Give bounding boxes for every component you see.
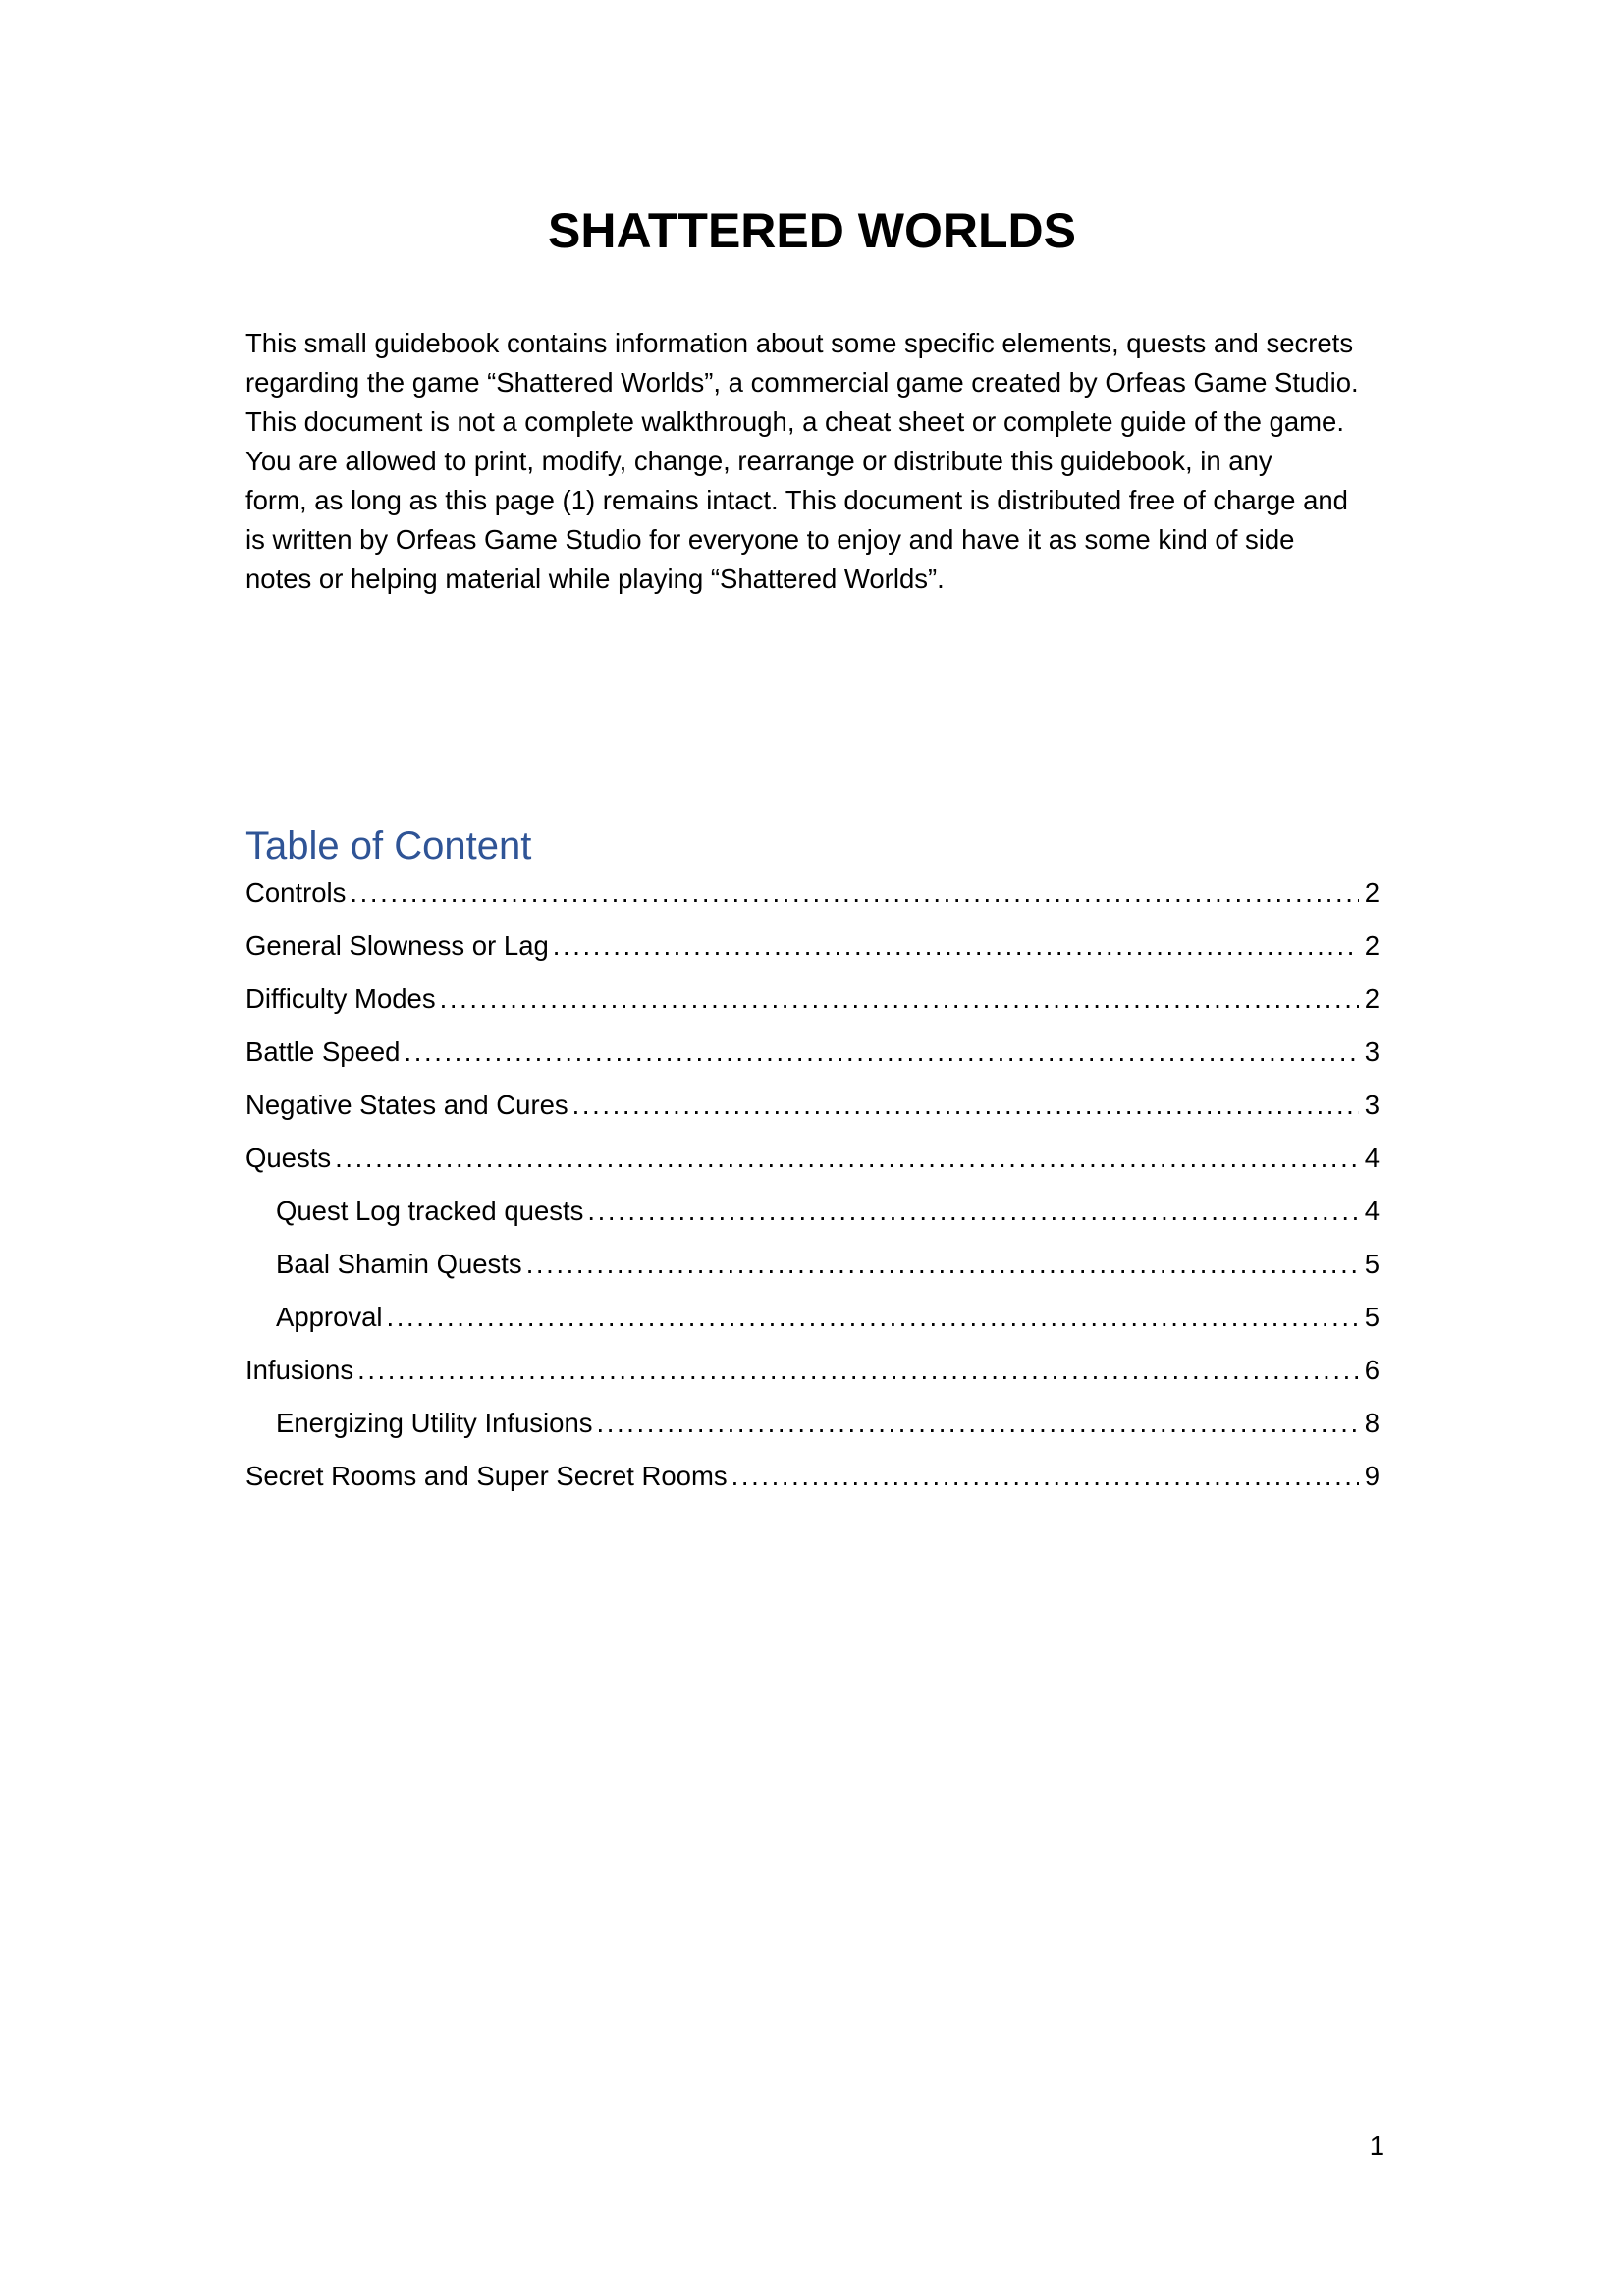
toc-entry-label: Approval <box>276 1302 383 1332</box>
toc-entry-controls[interactable] <box>245 868 1380 921</box>
toc-dot-leader <box>572 1080 1359 1131</box>
toc-entry-label: Infusions <box>245 1355 354 1385</box>
toc-entry-page: 3 <box>1364 1090 1380 1120</box>
toc-entry-page: 2 <box>1364 931 1380 961</box>
toc-dot-leader <box>335 1133 1359 1184</box>
toc-entry-energizing-utility[interactable] <box>245 1398 1380 1451</box>
toc-entry-label: Quests <box>245 1143 332 1173</box>
toc-entry-page: 3 <box>1364 1037 1380 1067</box>
intro-line: This document is not a complete walkthrough, a cheat sheet or complete guide of the game. <box>245 406 1344 437</box>
intro-line: You are allowed to print, modify, change, rearrange or distribute this guidebook, in any <box>245 446 1272 476</box>
toc-entry-label: General Slowness or Lag <box>245 931 549 961</box>
toc-entry-label: Difficulty Modes <box>245 984 436 1014</box>
toc-entry-label: Controls <box>245 878 347 908</box>
toc-entry-difficulty-modes[interactable] <box>245 974 1380 1027</box>
intro-line: This small guidebook contains information about some specific elements, quests and secrets <box>245 328 1354 358</box>
toc-entry-approval[interactable] <box>245 1292 1380 1345</box>
toc-dot-leader <box>731 1451 1359 1502</box>
toc-entry-page: 5 <box>1364 1302 1380 1332</box>
toc-entry-page: 5 <box>1364 1249 1380 1279</box>
document-title: SHATTERED WORLDS <box>548 203 1076 258</box>
toc-entry-quests[interactable] <box>245 1133 1380 1186</box>
toc-entry-page: 2 <box>1364 984 1380 1014</box>
intro-paragraph <box>245 324 1384 599</box>
toc-entry-label: Baal Shamin Quests <box>276 1249 522 1279</box>
toc-dot-leader <box>553 921 1359 972</box>
intro-line: is written by Orfeas Game Studio for everyone to enjoy and have it as some kind of side <box>245 524 1295 555</box>
toc-entry-general-slowness[interactable] <box>245 921 1380 974</box>
toc-entry-label: Secret Rooms and Super Secret Rooms <box>245 1461 728 1491</box>
toc-dot-leader <box>597 1398 1359 1449</box>
toc-dot-leader <box>357 1345 1359 1396</box>
toc-heading: Table of Content <box>245 825 532 868</box>
toc-entry-battle-speed[interactable] <box>245 1027 1380 1080</box>
table-of-contents <box>245 868 1380 1504</box>
toc-entry-label: Negative States and Cures <box>245 1090 568 1120</box>
toc-entry-label: Battle Speed <box>245 1037 401 1067</box>
toc-entry-baal-shamin[interactable] <box>245 1239 1380 1292</box>
intro-line: form, as long as this page (1) remains intact. This document is distributed free of charge and <box>245 485 1348 515</box>
intro-line: notes or helping material while playing “Shattered Worlds”. <box>245 563 945 594</box>
toc-dot-leader <box>587 1186 1358 1237</box>
toc-entry-label: Quest Log tracked quests <box>276 1196 584 1226</box>
page-number: 1 <box>1369 2130 1384 2161</box>
toc-entry-negative-states[interactable] <box>245 1080 1380 1133</box>
toc-entry-page: 9 <box>1364 1461 1380 1491</box>
toc-entry-page: 4 <box>1364 1143 1380 1173</box>
toc-dot-leader <box>526 1239 1359 1290</box>
toc-entry-quest-log[interactable] <box>245 1186 1380 1239</box>
toc-entry-label: Energizing Utility Infusions <box>276 1408 593 1438</box>
toc-entry-page: 6 <box>1364 1355 1380 1385</box>
toc-dot-leader <box>404 1027 1358 1078</box>
toc-entry-page: 8 <box>1364 1408 1380 1438</box>
toc-dot-leader <box>440 974 1359 1025</box>
toc-entry-page: 2 <box>1364 878 1380 908</box>
intro-line: regarding the game “Shattered Worlds”, a commercial game created by Orfeas Game Studio. <box>245 367 1359 398</box>
toc-entry-infusions[interactable] <box>245 1345 1380 1398</box>
toc-dot-leader <box>350 868 1358 919</box>
toc-entry-page: 4 <box>1364 1196 1380 1226</box>
toc-dot-leader <box>387 1292 1359 1343</box>
toc-entry-secret-rooms[interactable] <box>245 1451 1380 1504</box>
